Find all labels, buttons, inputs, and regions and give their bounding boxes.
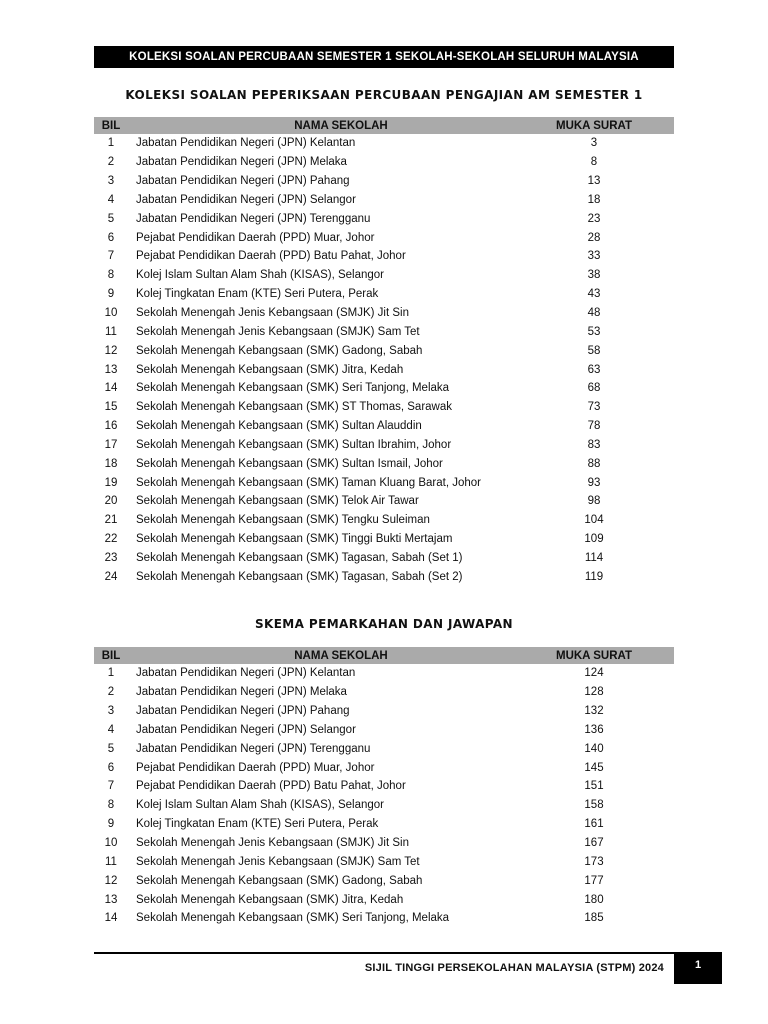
row-bil: 4	[107, 723, 115, 736]
table-row	[94, 758, 674, 777]
table-row	[94, 417, 674, 436]
row-nama-sekolah: Sekolah Menengah Jenis Kebangsaan (SMJK) Sam Tet	[136, 325, 420, 338]
row-bil: 5	[107, 212, 115, 225]
row-muka-surat: 68	[587, 382, 601, 395]
row-bil: 14	[104, 382, 118, 395]
row-muka-surat: 28	[587, 231, 601, 244]
table-row	[94, 398, 674, 417]
row-bil: 1	[107, 667, 115, 680]
table-row	[94, 379, 674, 398]
row-muka-surat: 180	[584, 893, 604, 906]
row-nama-sekolah: Kolej Islam Sultan Alam Shah (KISAS), Selangor	[136, 269, 385, 282]
row-muka-surat: 8	[590, 156, 598, 169]
row-muka-surat: 23	[587, 212, 601, 225]
row-nama-sekolah: Sekolah Menengah Kebangsaan (SMK) Tinggi Bukti Mertajam	[136, 533, 453, 546]
row-muka-surat: 161	[584, 818, 604, 831]
row-nama-sekolah: Kolej Tingkatan Enam (KTE) Seri Putera, Perak	[136, 818, 379, 831]
row-muka-surat: 53	[587, 325, 601, 338]
table-row	[94, 909, 674, 928]
table-row	[94, 209, 674, 228]
row-bil: 11	[105, 325, 117, 338]
row-nama-sekolah: Sekolah Menengah Kebangsaan (SMK) Jitra, Kedah	[136, 893, 404, 906]
row-nama-sekolah: Sekolah Menengah Jenis Kebangsaan (SMJK) Jit Sin	[136, 307, 409, 320]
row-muka-surat: 128	[584, 686, 604, 699]
row-muka-surat: 98	[587, 495, 601, 508]
row-nama-sekolah: Pejabat Pendidikan Daerah (PPD) Muar, Johor	[136, 231, 375, 244]
row-bil: 6	[107, 231, 115, 244]
row-nama-sekolah: Jabatan Pendidikan Negeri (JPN) Pahang	[136, 705, 350, 718]
row-bil: 6	[107, 761, 115, 774]
table-row	[94, 285, 674, 304]
header-muka-surat: MUKA SURAT	[555, 119, 633, 132]
table-row	[94, 683, 674, 702]
row-muka-surat: 136	[584, 723, 604, 736]
row-nama-sekolah: Sekolah Menengah Kebangsaan (SMK) Sultan Ibrahim, Johor	[136, 438, 452, 451]
table-row	[94, 266, 674, 285]
table-skema	[94, 647, 674, 928]
section-title-skema: SKEMA PEMARKAHAN DAN JAWAPAN	[254, 617, 514, 631]
row-nama-sekolah: Pejabat Pendidikan Daerah (PPD) Muar, Johor	[136, 761, 375, 774]
section-title-soalan: KOLEKSI SOALAN PEPERIKSAAN PERCUBAAN PENGAJIAN AM SEMESTER 1	[125, 88, 643, 102]
row-nama-sekolah: Sekolah Menengah Jenis Kebangsaan (SMJK) Sam Tet	[136, 855, 420, 868]
header-muka-surat: MUKA SURAT	[555, 649, 633, 662]
row-nama-sekolah: Sekolah Menengah Kebangsaan (SMK) Seri Tanjong, Melaka	[136, 912, 450, 925]
row-bil: 21	[104, 514, 118, 527]
row-muka-surat: 38	[587, 269, 601, 282]
row-nama-sekolah: Jabatan Pendidikan Negeri (JPN) Selangor	[136, 723, 356, 736]
row-nama-sekolah: Jabatan Pendidikan Negeri (JPN) Pahang	[136, 175, 350, 188]
row-muka-surat: 119	[584, 570, 604, 583]
row-nama-sekolah: Kolej Islam Sultan Alam Shah (KISAS), Selangor	[136, 799, 385, 812]
row-nama-sekolah: Pejabat Pendidikan Daerah (PPD) Batu Pahat, Johor	[136, 780, 406, 793]
row-muka-surat: 88	[587, 457, 601, 470]
row-muka-surat: 33	[587, 250, 601, 263]
table-row	[94, 796, 674, 815]
row-bil: 19	[104, 476, 118, 489]
row-nama-sekolah: Pejabat Pendidikan Daerah (PPD) Batu Pahat, Johor	[136, 250, 406, 263]
row-nama-sekolah: Jabatan Pendidikan Negeri (JPN) Melaka	[136, 156, 347, 169]
table-soalan	[94, 117, 674, 586]
table-row	[94, 890, 674, 909]
table-row	[94, 492, 674, 511]
table-row	[94, 172, 674, 191]
header-nama-sekolah: NAMA SEKOLAH	[294, 119, 388, 132]
row-nama-sekolah: Jabatan Pendidikan Negeri (JPN) Kelantan	[136, 667, 356, 680]
row-muka-surat: 173	[584, 855, 604, 868]
row-bil: 24	[104, 570, 118, 583]
table-row	[94, 530, 674, 549]
row-muka-surat: 73	[587, 401, 601, 414]
row-bil: 8	[107, 799, 115, 812]
table-row	[94, 834, 674, 853]
row-muka-surat: 78	[587, 420, 601, 433]
table-row	[94, 134, 674, 153]
row-nama-sekolah: Sekolah Menengah Jenis Kebangsaan (SMJK) Jit Sin	[136, 837, 409, 850]
row-bil: 10	[104, 837, 118, 850]
row-bil: 8	[107, 269, 115, 282]
row-bil: 3	[107, 705, 115, 718]
row-nama-sekolah: Sekolah Menengah Kebangsaan (SMK) ST Thomas, Sarawak	[136, 401, 453, 414]
header-bil: BIL	[101, 119, 121, 132]
header-bil: BIL	[101, 649, 121, 662]
table-row	[94, 871, 674, 890]
row-muka-surat: 63	[587, 363, 601, 376]
row-bil: 12	[104, 344, 118, 357]
row-bil: 20	[104, 495, 118, 508]
row-nama-sekolah: Sekolah Menengah Kebangsaan (SMK) Tengku Suleiman	[136, 514, 430, 527]
row-nama-sekolah: Sekolah Menengah Kebangsaan (SMK) Tagasan, Sabah (Set 2)	[136, 570, 463, 583]
row-bil: 2	[107, 686, 115, 699]
table-row	[94, 739, 674, 758]
row-nama-sekolah: Jabatan Pendidikan Negeri (JPN) Terengganu	[136, 212, 371, 225]
row-bil: 13	[104, 893, 118, 906]
table-row	[94, 511, 674, 530]
row-bil: 1	[107, 137, 115, 150]
row-bil: 7	[107, 780, 115, 793]
row-bil: 22	[104, 533, 118, 546]
row-nama-sekolah: Sekolah Menengah Kebangsaan (SMK) Telok Air Tawar	[136, 495, 419, 508]
row-bil: 5	[107, 742, 115, 755]
row-muka-surat: 132	[584, 705, 604, 718]
page-number: 1	[674, 952, 722, 984]
row-bil: 13	[104, 363, 118, 376]
row-bil: 14	[104, 912, 118, 925]
row-bil: 18	[104, 457, 118, 470]
footer-divider	[94, 952, 674, 954]
row-muka-surat: 48	[587, 307, 601, 320]
row-nama-sekolah: Sekolah Menengah Kebangsaan (SMK) Taman Kluang Barat, Johor	[136, 476, 482, 489]
row-bil: 10	[104, 307, 118, 320]
row-nama-sekolah: Sekolah Menengah Kebangsaan (SMK) Sultan Ismail, Johor	[136, 457, 443, 470]
table-row	[94, 567, 674, 586]
table-row	[94, 702, 674, 721]
table-row	[94, 436, 674, 455]
row-muka-surat: 158	[584, 799, 604, 812]
table-row	[94, 322, 674, 341]
row-muka-surat: 167	[584, 837, 604, 850]
table-row	[94, 191, 674, 210]
row-bil: 7	[107, 250, 115, 263]
table-header	[94, 647, 674, 664]
row-bil: 15	[104, 401, 118, 414]
row-muka-surat: 104	[584, 514, 604, 527]
row-nama-sekolah: Sekolah Menengah Kebangsaan (SMK) Sultan Alauddin	[136, 420, 422, 433]
row-bil: 11	[105, 855, 117, 868]
table-row	[94, 664, 674, 683]
table-row	[94, 777, 674, 796]
row-nama-sekolah: Sekolah Menengah Kebangsaan (SMK) Seri Tanjong, Melaka	[136, 382, 450, 395]
table-row	[94, 721, 674, 740]
table-row	[94, 815, 674, 834]
row-bil: 3	[107, 175, 115, 188]
row-muka-surat: 93	[587, 476, 601, 489]
table-row	[94, 153, 674, 172]
row-nama-sekolah: Sekolah Menengah Kebangsaan (SMK) Gadong, Sabah	[136, 874, 423, 887]
row-nama-sekolah: Jabatan Pendidikan Negeri (JPN) Selangor	[136, 193, 356, 206]
row-muka-surat: 18	[587, 193, 601, 206]
row-muka-surat: 83	[587, 438, 601, 451]
row-muka-surat: 151	[584, 780, 604, 793]
table-row	[94, 473, 674, 492]
row-muka-surat: 114	[584, 551, 604, 564]
row-nama-sekolah: Jabatan Pendidikan Negeri (JPN) Melaka	[136, 686, 347, 699]
table-row	[94, 228, 674, 247]
row-bil: 12	[104, 874, 118, 887]
row-nama-sekolah: Jabatan Pendidikan Negeri (JPN) Kelantan	[136, 137, 356, 150]
row-nama-sekolah: Kolej Tingkatan Enam (KTE) Seri Putera, Perak	[136, 288, 379, 301]
row-muka-surat: 3	[590, 137, 598, 150]
row-bil: 9	[107, 818, 115, 831]
table-row	[94, 454, 674, 473]
row-muka-surat: 109	[584, 533, 604, 546]
table-row	[94, 341, 674, 360]
row-muka-surat: 58	[587, 344, 601, 357]
row-nama-sekolah: Sekolah Menengah Kebangsaan (SMK) Jitra, Kedah	[136, 363, 404, 376]
row-bil: 9	[107, 288, 115, 301]
row-nama-sekolah: Jabatan Pendidikan Negeri (JPN) Terengganu	[136, 742, 371, 755]
table-row	[94, 360, 674, 379]
row-muka-surat: 140	[584, 742, 604, 755]
row-bil: 16	[104, 420, 118, 433]
document-banner: KOLEKSI SOALAN PERCUBAAN SEMESTER 1 SEKOLAH-SEKOLAH SELURUH MALAYSIA	[94, 46, 674, 68]
row-bil: 23	[104, 551, 118, 564]
row-muka-surat: 185	[584, 912, 604, 925]
table-row	[94, 247, 674, 266]
row-bil: 2	[107, 156, 115, 169]
row-muka-surat: 13	[587, 175, 601, 188]
footer-title: SIJIL TINGGI PERSEKOLAHAN MALAYSIA (STPM) 2024	[364, 962, 664, 974]
row-nama-sekolah: Sekolah Menengah Kebangsaan (SMK) Tagasan, Sabah (Set 1)	[136, 551, 463, 564]
table-row	[94, 549, 674, 568]
row-bil: 17	[104, 438, 118, 451]
row-muka-surat: 145	[584, 761, 604, 774]
row-bil: 4	[107, 193, 115, 206]
row-nama-sekolah: Sekolah Menengah Kebangsaan (SMK) Gadong, Sabah	[136, 344, 423, 357]
row-muka-surat: 177	[584, 874, 604, 887]
table-header	[94, 117, 674, 134]
table-row	[94, 304, 674, 323]
row-muka-surat: 124	[584, 667, 604, 680]
table-row	[94, 852, 674, 871]
header-nama-sekolah: NAMA SEKOLAH	[294, 649, 388, 662]
row-muka-surat: 43	[587, 288, 601, 301]
